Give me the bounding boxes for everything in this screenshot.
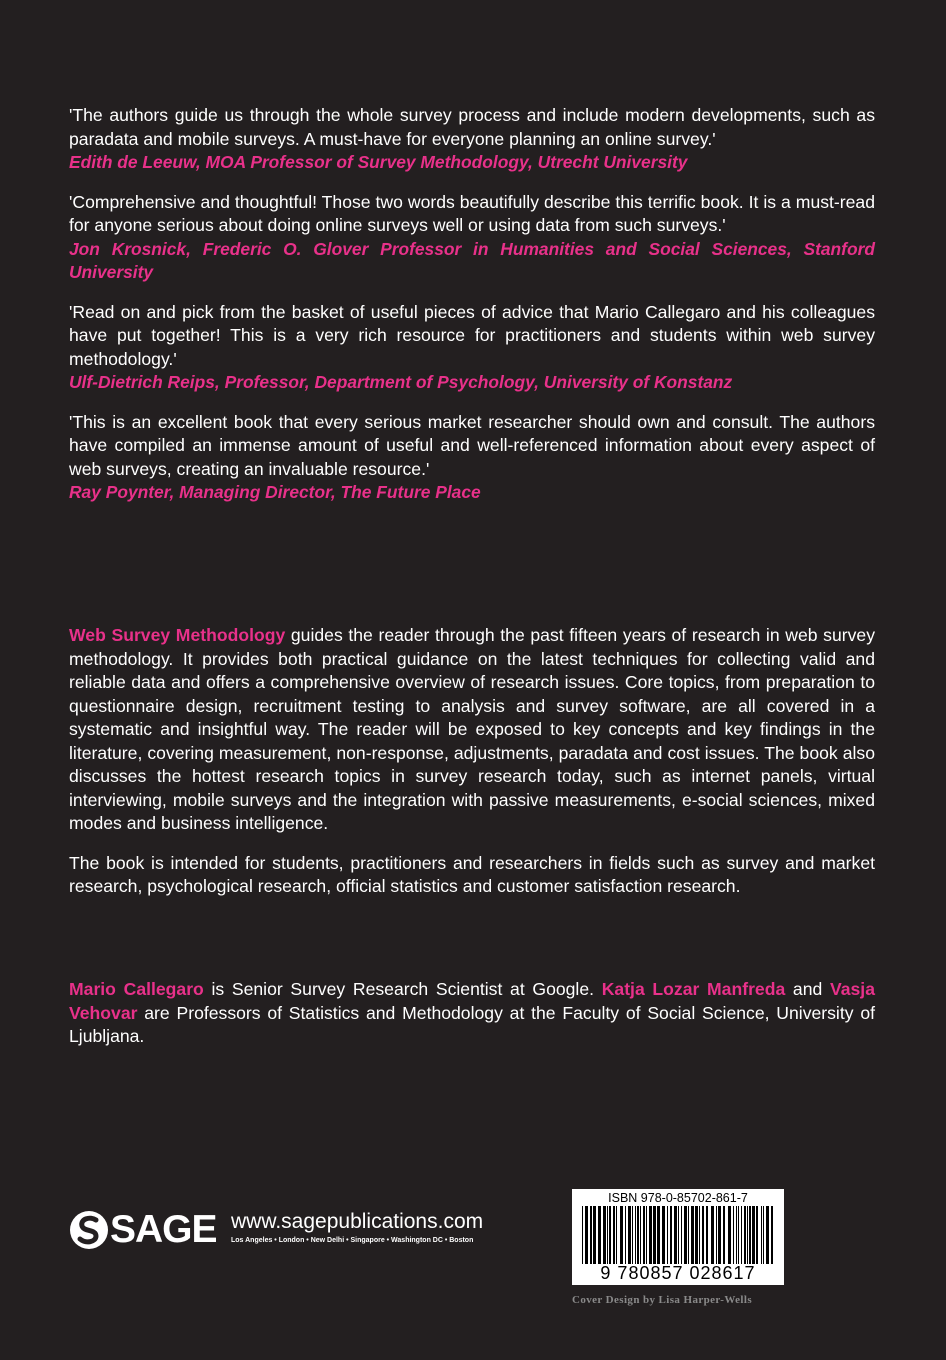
barcode-bar [643, 1206, 645, 1264]
barcode-bar [649, 1206, 652, 1264]
sage-wordmark: SAGE [110, 1208, 217, 1251]
barcode-bar [744, 1206, 746, 1264]
endorsement-attribution: Edith de Leeuw, MOA Professor of Survey Methodology, Utrecht University [69, 152, 688, 172]
barcode-bar [706, 1206, 708, 1264]
barcode-bar [684, 1206, 687, 1264]
description-paragraph [69, 624, 875, 836]
publisher-info [231, 1210, 483, 1246]
barcode-bar [607, 1206, 608, 1264]
barcode-bar [609, 1206, 611, 1264]
barcode-digits: 9 780857 028617 [600, 1263, 756, 1283]
barcode-bar [736, 1206, 737, 1264]
barcode-bar [747, 1206, 748, 1264]
barcode-bar [741, 1206, 742, 1264]
endorsement-text: 'Comprehensive and thoughtful! Those two words beautifully describe this terrific book. It is a must-read for anyone serious about doing online surveys well or using data from such surveys.' [69, 191, 875, 235]
barcode-bar [598, 1206, 601, 1264]
endorsement-text: 'Read on and pick from the basket of useful pieces of advice that Mario Callegaro and his colleagues have put together! This is a very rich resource for practitioners and students within web survey methodology.' [69, 301, 875, 369]
endorsement [69, 301, 875, 395]
endorsement-attribution: Jon Krosnick, Frederic O. Glover Professor in Humanities and Social Sciences, Stanford University [69, 238, 875, 282]
sage-swirl-icon [70, 1211, 108, 1249]
barcode-bar [681, 1206, 682, 1264]
cover-credit: Cover Design by Lisa Harper-Wells [572, 1294, 753, 1306]
author-bio-text: and [785, 979, 830, 999]
endorsement-attribution: Ray Poynter, Managing Director, The Future Place [69, 482, 481, 502]
endorsement [69, 191, 875, 285]
author-bio-text: are Professors of Statistics and Methodology at the Faculty of Social Science, University of Ljubljana. [69, 1002, 875, 1046]
author-name: Katja Lozar Manfreda [601, 979, 786, 999]
barcode-bar [733, 1206, 734, 1264]
barcode-bar [738, 1206, 739, 1264]
barcode-bar [646, 1206, 647, 1264]
endorsements [69, 104, 875, 521]
endorsement-text: 'The authors guide us through the whole survey process and include modern developments, such as paradata and mobile surveys. A must-have for everyone planning an online survey.' [69, 105, 875, 149]
barcode-bar [763, 1206, 764, 1264]
barcode-bar [635, 1206, 636, 1264]
barcode-bar [613, 1206, 615, 1264]
barcode-bar [711, 1206, 714, 1264]
sage-logo [70, 1208, 217, 1252]
barcode-bar [723, 1206, 725, 1264]
barcode-bar [688, 1206, 689, 1264]
barcode-bar [616, 1206, 617, 1264]
barcode-bar [674, 1206, 677, 1264]
barcode-bar [699, 1206, 700, 1264]
barcode-bar [716, 1206, 717, 1264]
barcode-bar [625, 1206, 626, 1264]
barcode-bar [653, 1206, 656, 1264]
isbn-barcode [572, 1189, 784, 1285]
barcode-bar [637, 1206, 639, 1264]
barcode-bar [728, 1206, 731, 1264]
author-bio-text: is Senior Survey Research Scientist at Google. [203, 979, 602, 999]
barcode-bar [628, 1206, 631, 1264]
barcode-bars [580, 1206, 776, 1264]
barcode-bar [695, 1206, 698, 1264]
description-body: guides the reader through the past fifteen years of research in web survey methodology. It provides both practical guidance on the latest techniques for collecting valid and reliable data and offers a comprehensive overview of research issues. Core topics, from preparation to questionnaire design, recruitment testing to analysis and survey software, are all covered in a systematic and insightful way. The reader will be exposed to key concepts and key findings in the literature, covering measurement, non-response, adjustments, paradata and cost issues. The book also discusses the hottest research topics in survey research today, such as internet panels, virtual interviewing, mobile surveys and the integration with passive measurements, e-social sciences, mixed modes and business intelligence. [69, 625, 876, 833]
book-description [69, 624, 875, 915]
barcode-bar [756, 1206, 758, 1264]
endorsement [69, 104, 875, 175]
endorsement-text: 'This is an excellent book that every serious market researcher should own and consult. The authors have compiled an immense amount of useful and well-referenced information about every aspect of web surveys, creating an invaluable resource.' [69, 411, 875, 479]
barcode-bar [771, 1206, 773, 1264]
barcode-bar [749, 1206, 751, 1264]
author-name: Vasja Vehovar [69, 979, 875, 1023]
barcode-bar [752, 1206, 755, 1264]
endorsement-attribution: Ulf-Dietrich Reips, Professor, Department of Psychology, University of Konstanz [69, 372, 733, 392]
barcode-bar [702, 1206, 704, 1264]
barcode-bar [582, 1206, 583, 1264]
barcode-bar [593, 1206, 596, 1264]
isbn-label: ISBN 978-0-85702-861-7 [608, 1191, 748, 1205]
barcode-bar [620, 1206, 623, 1264]
audience-paragraph: The book is intended for students, practitioners and researchers in fields such as survey and market research, psychological research, official statistics and customer satisfaction research. [69, 852, 875, 896]
barcode-bar [662, 1206, 665, 1264]
barcode-bar [657, 1206, 660, 1264]
barcode-bar [718, 1206, 721, 1264]
barcode-bar [640, 1206, 641, 1264]
book-title: Web Survey Methodology [69, 625, 286, 645]
publisher-cities: Los Angeles • London • New Delhi • Singapore • Washington DC • Boston [231, 1237, 474, 1244]
author-name: Mario Callegaro [69, 979, 204, 999]
barcode-bar [678, 1206, 679, 1264]
barcode-bar [691, 1206, 694, 1264]
barcode-bar [667, 1206, 668, 1264]
barcode-bar [632, 1206, 633, 1264]
barcode-bar [585, 1206, 588, 1264]
barcode-bar [603, 1206, 606, 1264]
author-paragraph [69, 978, 875, 1049]
author-bios [69, 978, 875, 1065]
barcode-bar [670, 1206, 672, 1264]
barcode-bar [761, 1206, 762, 1264]
endorsement [69, 411, 875, 505]
barcode-bar [590, 1206, 592, 1264]
barcode-bar [766, 1206, 769, 1264]
publisher-url[interactable]: www.sagepublications.com [231, 1210, 484, 1233]
